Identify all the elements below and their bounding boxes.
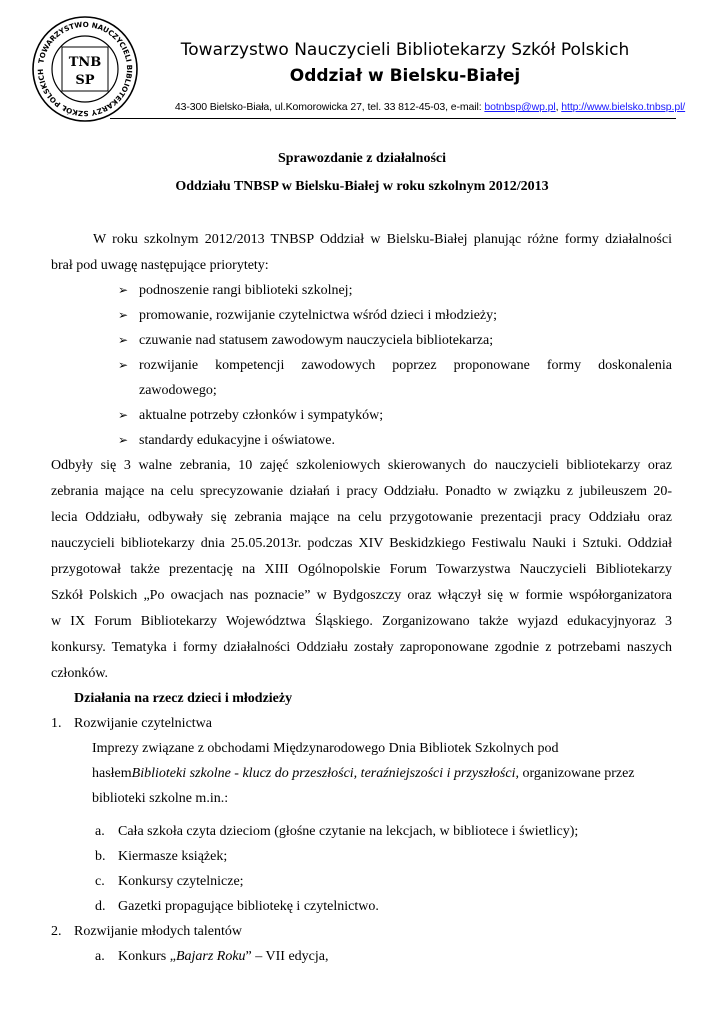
priority-item: czuwanie nad statusem zawodowym nauczyciela bibliotekarza; <box>139 333 494 348</box>
item-description-motto <box>92 767 635 781</box>
contest-prefix: Konkurs „ <box>118 949 176 964</box>
arrow-bullet-icon: ➢ <box>118 433 129 447</box>
sub-item-letter: a. <box>95 824 105 839</box>
report-subtitle: Oddziału TNBSP w Bielsku-Białej w roku szkolnym 2012/2013 <box>175 179 549 194</box>
report-title: Sprawozdanie z działalności <box>277 151 446 166</box>
sub-item-letter: d. <box>95 899 106 914</box>
svg-text:SP: SP <box>75 73 95 88</box>
list-item-title: Rozwijanie młodych talentów <box>74 924 242 939</box>
priority-item-continuation: zawodowego; <box>139 383 217 398</box>
arrow-bullet-icon: ➢ <box>118 333 129 347</box>
contest-suffix: ” – VII edycja, <box>245 949 329 964</box>
priority-item: promowanie, rozwijanie czytelnictwa wśród dzieci i młodzieży; <box>139 308 498 323</box>
contest-name: Bajarz Roku <box>175 949 246 964</box>
arrow-bullet-icon: ➢ <box>118 408 129 422</box>
motto-text: Biblioteki szkolne - klucz do przeszłości, teraźniejszości i przyszłości, <box>131 766 519 781</box>
contact-line <box>170 101 690 113</box>
motto-prefix: hasłem <box>92 766 132 781</box>
logo-ring-text: TOWARZYSTWO NAUCZYCIELI BIBLIOTEKARZY SZKÓŁ POLSKICH <box>35 19 135 119</box>
sub-item-letter: a. <box>95 949 105 964</box>
sub-item <box>118 950 328 964</box>
header-divider <box>110 118 676 119</box>
svg-text:TNB: TNB <box>68 55 102 70</box>
paragraph-line: przygotował także prezentację na XIII Ogólnopolskie Forum Towarzystwa Nauczycieli Bibliotekarzy <box>51 562 672 577</box>
sub-item: Konkursy czytelnicze; <box>118 874 244 889</box>
paragraph-line: Szkół Polskich „Po owacjach nas poznacie” w Bydgoszczy oraz włączył się w formie współorganizatora <box>51 588 672 603</box>
organization-name: Towarzystwo Nauczycieli Bibliotekarzy Szkół Polskich <box>180 40 630 60</box>
paragraph-line: Odbyły się 3 walne zebrania, 10 zajęć szkoleniowych skierowanych do nauczycieli bibliotekarzy oraz <box>51 458 672 473</box>
intro-line-2: brał pod uwagę następujące priorytety: <box>51 258 269 273</box>
website-link[interactable]: http://www.bielsko.tnbsp.pl/ <box>561 101 686 113</box>
priority-item: rozwijanie kompetencji zawodowych poprzez proponowane formy doskonalenia <box>139 358 672 373</box>
section-heading: Działania na rzecz dzieci i młodzieży <box>74 691 293 706</box>
paragraph-line: członków. <box>51 666 109 681</box>
address-text: 43-300 Bielsko-Biała, ul.Komorowicka 27, tel. 33 812-45-03, e-mail: <box>174 101 485 113</box>
list-item-title: Rozwijanie czytelnictwa <box>74 716 212 731</box>
contact-separator: , <box>555 101 562 113</box>
paragraph-line: nauczycieli bibliotekarzy dnia 25.05.2013r. podczas XIV Beskidzkiego Festiwalu Nauki i Sztuki. Oddział <box>51 536 672 551</box>
arrow-bullet-icon: ➢ <box>118 283 129 297</box>
list-number: 1. <box>51 716 62 731</box>
motto-suffix: organizowane przez <box>518 766 635 781</box>
arrow-bullet-icon: ➢ <box>118 308 129 322</box>
item-description: biblioteki szkolne m.in.: <box>92 791 229 806</box>
priority-item: standardy edukacyjne i oświatowe. <box>139 433 335 448</box>
paragraph-line: zebrania mające na celu sprecyzowanie działań i pracy Oddziału. Ponadto w związku z jubileuszem 20- <box>51 484 672 499</box>
paragraph-line: lecia Oddziału, odbywały się zebrania mające na celu przygotowanie prezentacji pracy Oddziału oraz <box>51 510 672 525</box>
sub-item: Cała szkoła czyta dzieciom (głośne czytanie na lekcjach, w bibliotece i świetlicy); <box>118 824 579 839</box>
paragraph-line: konkursy. Tematyka i formy działalności Oddziału zostały zaproponowane zgodnie z potrzebami naszych <box>51 640 672 655</box>
paragraph-line: w IX Forum Bibliotekarzy Województwa Śląskiego. Zorganizowano także wyjazd edukacyjnyoraz 3 <box>51 614 672 629</box>
email-link[interactable]: botnbsp@wp.pl <box>484 101 556 113</box>
sub-item: Gazetki propagujące bibliotekę i czytelnictwo. <box>118 899 379 914</box>
sub-item-letter: c. <box>95 874 105 889</box>
priority-item: aktualne potrzeby członków i sympatyków; <box>139 408 384 423</box>
priority-item: podnoszenie rangi biblioteki szkolnej; <box>139 283 353 298</box>
intro-line-1: W roku szkolnym 2012/2013 TNBSP Oddział w Bielsku-Białej planując różne formy działalności <box>93 232 672 247</box>
item-description: Imprezy związane z obchodami Międzynarodowego Dnia Bibliotek Szkolnych pod <box>92 741 559 756</box>
list-number: 2. <box>51 924 62 939</box>
sub-item-letter: b. <box>95 849 106 864</box>
branch-name: Oddział w Bielsku-Białej <box>289 66 521 86</box>
arrow-bullet-icon: ➢ <box>118 358 129 372</box>
sub-item: Kiermasze książek; <box>118 849 228 864</box>
tnbsp-logo-seal <box>30 14 140 124</box>
